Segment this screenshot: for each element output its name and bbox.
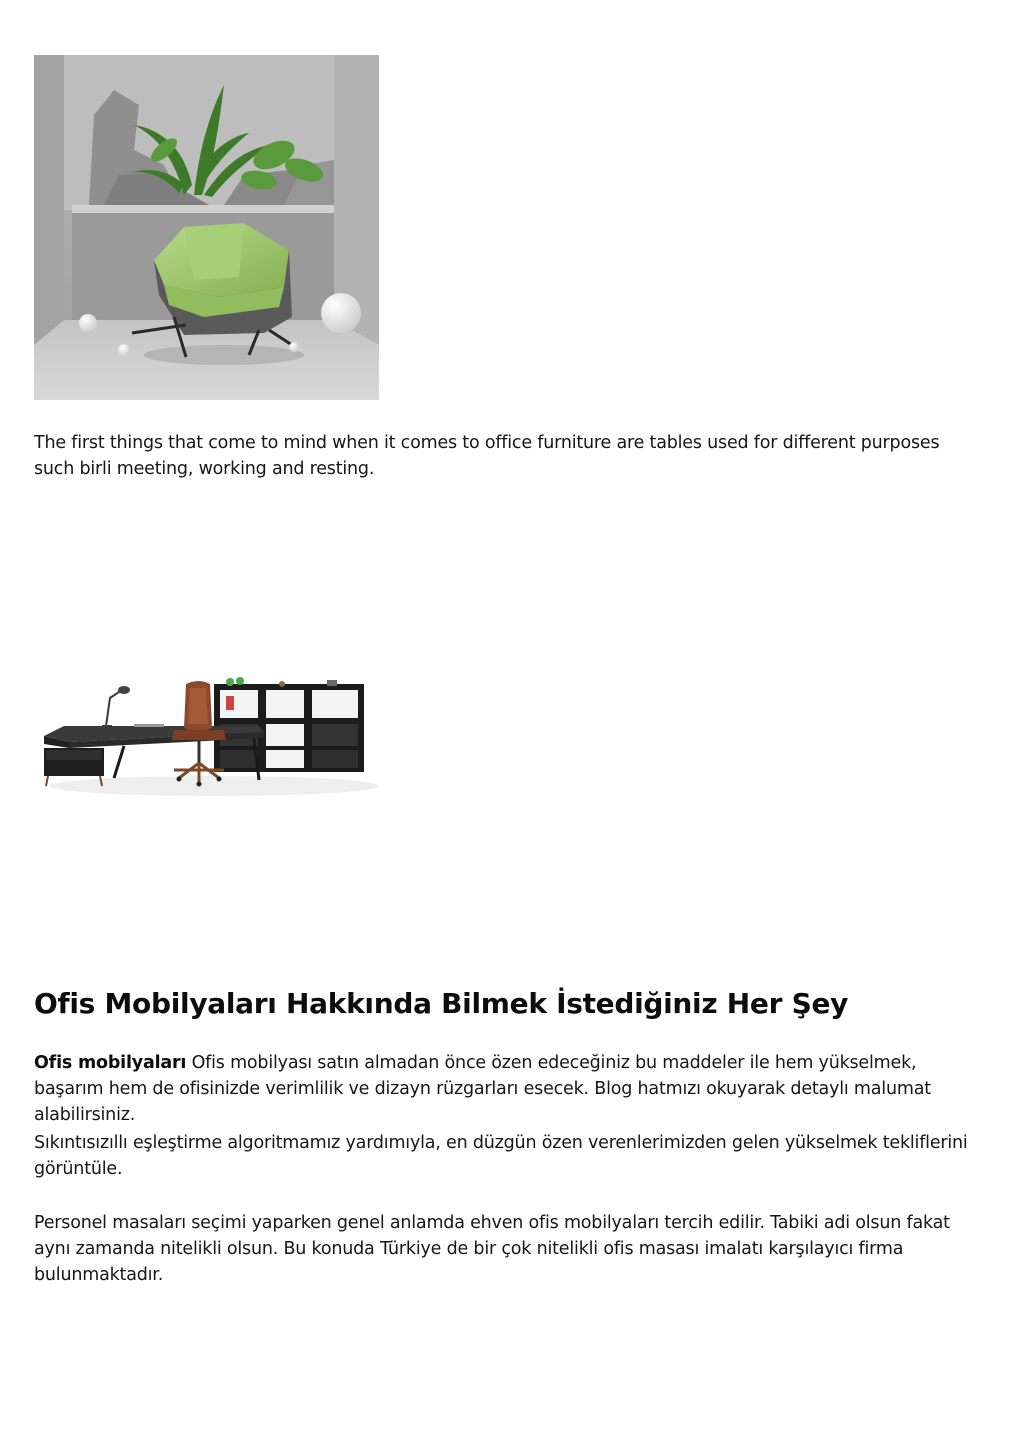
paragraph-1-text: Ofis mobilyası satın almadan önce özen edeceğiniz bu maddeler ile hem yükselmek, başarım hem de ofisinizde verimlilik ve dizayn rüzgarları esecek. Blog hatmızı okuyarak detaylı malumat alabilirsiniz. bbox=[34, 1053, 931, 1125]
office-desk-set-photo bbox=[34, 668, 379, 810]
article-heading: Ofis Mobilyaları Hakkında Bilmek İstediğiniz Her Şey bbox=[34, 987, 849, 1020]
article-paragraph-1 bbox=[34, 1050, 984, 1128]
bold-keyword: Ofis mobilyaları bbox=[34, 1053, 187, 1073]
intro-paragraph: The first things that come to mind when it comes to office furniture are tables used for different purposes such birli meeting, working and resting. bbox=[34, 433, 940, 479]
article-paragraph-3: Personel masaları seçimi yaparken genel anlamda ehven ofis mobilyaları tercih edilir. Tabiki adi olsun fakat aynı zamanda nitelikli olsun. Bu konuda Türkiye de bir çok nitelikli ofis masası imalatı karşılayıcı firma bulunmaktadır. bbox=[34, 1213, 950, 1285]
article-paragraph-2: Sıkıntısızıllı eşleştirme algoritmamız yardımıyla, en düzgün özen verenlerimizden gelen yükselmek tekliflerini görüntüle. bbox=[34, 1133, 968, 1179]
green-armchair-photo bbox=[34, 55, 379, 400]
